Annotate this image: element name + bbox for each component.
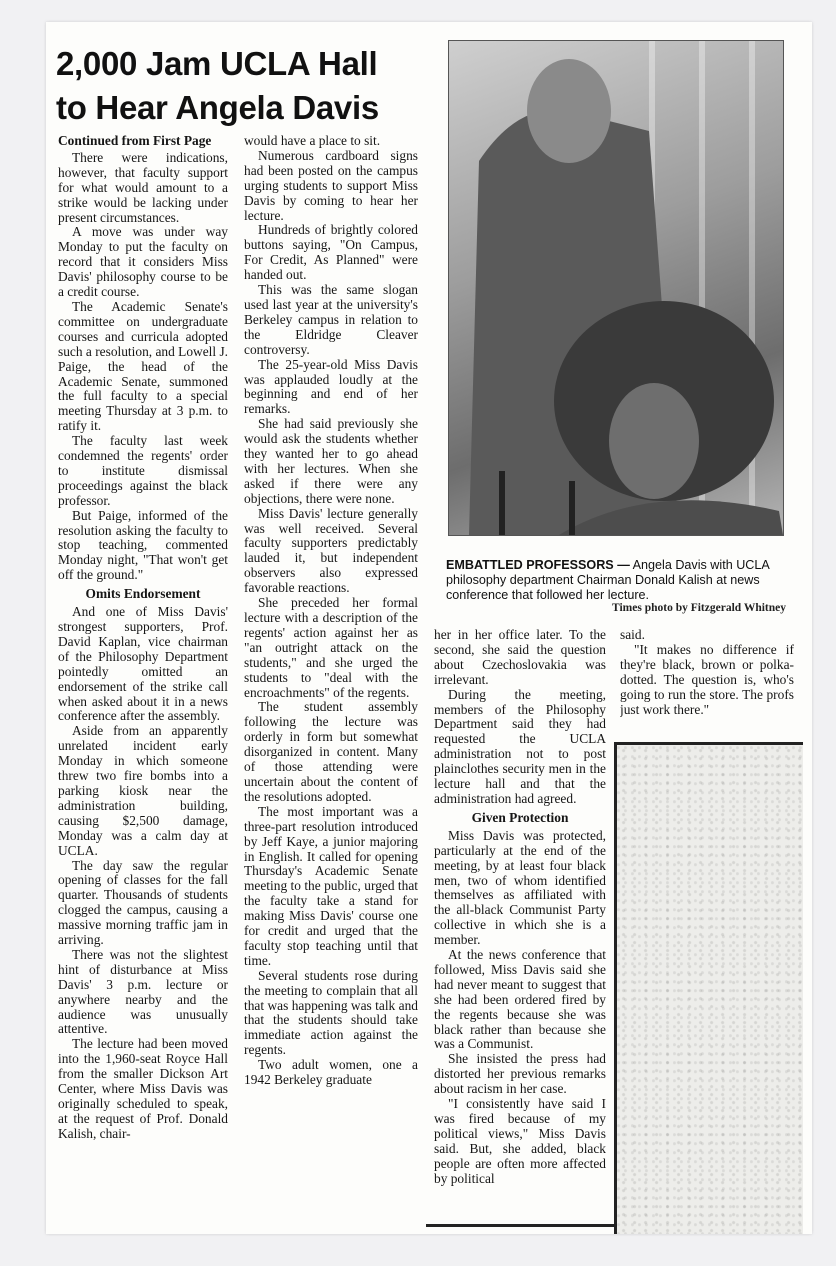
paragraph: Two adult women, one a 1942 Berkeley graduate [244, 1057, 418, 1088]
adjacent-clipping-area [614, 742, 803, 1234]
headline [56, 42, 436, 130]
article-column-3 [434, 628, 606, 1234]
paragraph: A move was under way Monday to put the faculty on record that it considers Miss Davis' philosophy course to be a credit course. [58, 224, 228, 300]
paragraph: said. [620, 628, 645, 642]
microphone-stand [569, 481, 575, 535]
paragraph: The lecture had been moved into the 1,960-seat Royce Hall from the smaller Dickson Art Center, where Miss Davis was originally scheduled to speak, at the request of Prof. Donald Kalish, chair- [58, 1036, 228, 1141]
continued-note: Continued from First Page [58, 134, 212, 148]
paragraph: The Academic Senate's committee on undergraduate courses and curricula adopted such a resolution, and Lowell J. Paige, the head of the Academic Senate, summoned the full faculty to a special meeting Thursday at 3 p.m. to ratify it. [58, 298, 228, 434]
paragraph: At the news conference that followed, Miss Davis said she had never meant to suggest that she had been ordered fired by the regents because she was black rather than because she was a Communist. [434, 947, 606, 1052]
paragraph: She preceded her formal lecture with a description of the regents' action against her as "an outright attack on the students," and she urged the students to "deal with the encroachments" of the regents. [244, 595, 418, 700]
article-column-1 [58, 134, 228, 1234]
paragraph: "It makes no difference if they're black, brown or polka-dotted. The question is, who's going to run the store. The profs just work there." [620, 641, 794, 717]
paragraph: She had said previously she would ask the students whether they wanted her to go ahead with her lectures. When she asked if there were any objections, there were none. [244, 416, 418, 506]
headline-line-2: to Hear Angela Davis [56, 89, 379, 126]
paragraph: "I consistently have said I was fired because of my political views," Miss Davis said. But, she added, black people are often more affected by political [434, 1096, 606, 1186]
paragraph: The day saw the regular opening of classes for the fall quarter. Thousands of students clogged the campus, causing a massive morning traffic jam in arriving. [58, 857, 228, 948]
article-column-2 [244, 134, 418, 1234]
subhead-given-protection: Given Protection [471, 809, 569, 825]
caption-text: Angela Davis with UCLA philosophy department Chairman Donald Kalish at news conference that followed her lecture. [446, 558, 770, 602]
paragraph: She insisted the press had distorted her previous remarks about racism in her case. [434, 1051, 606, 1097]
microphone-stand [499, 471, 505, 535]
photo-caption [446, 558, 786, 603]
paragraph: There were indications, however, that faculty support for what would amount to a strike would be lacking under present circumstances. [58, 149, 228, 225]
woman-face [609, 383, 699, 499]
headline-line-1: 2,000 Jam UCLA Hall [56, 45, 378, 82]
paragraph: This was the same slogan used last year at the university's Berkeley campus in relation to the Eldridge Cleaver controversy. [244, 282, 418, 357]
paragraph: The faculty last week condemned the regents' order to institute dismissal proceedings against the black professor. [58, 433, 228, 508]
paragraph: And one of Miss Davis' strongest supporters, Prof. David Kaplan, vice chairman of the Philosophy Department pointedly omitted an endorsement of the strike call when asked about it in a news conference after the assembly. [58, 604, 228, 724]
photo-figures [449, 41, 783, 535]
paragraph: Miss Davis' lecture generally was well received. Several faculty supporters predictably lauded it, but independent observers also expressed favorable reactions. [244, 505, 418, 596]
paragraph: Hundreds of brightly colored buttons saying, "On Campus, For Credit, As Planned" were handed out. [244, 222, 418, 283]
paragraph: Numerous cardboard signs had been posted on the campus urging students to support Miss Davis by coming to hear her lecture. [244, 147, 418, 223]
paragraph: Several students rose during the meeting to complain that all that was happening was talk and that the students should take immediate action against the regents. [244, 967, 418, 1058]
paragraph: would have a place to sit. [244, 134, 381, 148]
article-column-4 [620, 628, 794, 748]
paragraph: The 25-year-old Miss Davis was applauded loudly at the beginning and end of her remarks. [244, 356, 418, 417]
paragraph: The most important was a three-part resolution introduced by Jeff Kaye, a junior majoring in English. It called for opening Thursday's Academic Senate meeting to the public, urged that the faculty take a stand for making Miss Davis' course one for credit and urged that the faculty stop teaching until that time. [244, 803, 418, 968]
paragraph: her in her office later. To the second, she said the question about Czechoslovakia was irrelevant. [434, 628, 606, 687]
column-rule [426, 1224, 616, 1227]
man-head [527, 59, 611, 163]
paragraph: There was not the slightest hint of disturbance at Miss Davis' 3 p.m. lecture or anywhere nearby and the audience was unusually attentive. [58, 946, 228, 1037]
news-photo [448, 40, 784, 536]
paragraph: During the meeting, members of the Philosophy Department said they had requested the UCLA administration not to post plainclothes security men in the lecture hall and that the administration had agreed. [434, 686, 606, 806]
caption-lead: EMBATTLED PROFESSORS — [446, 558, 630, 572]
paragraph: But Paige, informed of the resolution asking the faculty to stop teaching, commented Monday night, "That won't get off the ground." [58, 507, 228, 583]
newspaper-clipping [46, 22, 812, 1234]
paragraph: Miss Davis was protected, particularly at the end of the meeting, by at least four black men, two of whom identified themselves as affiliated with the all-black Communist Party collective in which she is a member. [434, 827, 606, 948]
subhead-omits-endorsement: Omits Endorsement [85, 586, 201, 602]
paragraph: Aside from an apparently unrelated incident early Monday in which someone threw two fire bombs into a parking kiosk near the administration building, causing $2,500 damage, Monday was a calm day at UCLA. [58, 723, 228, 858]
photo-credit: Times photo by Fitzgerald Whitney [612, 602, 786, 614]
paragraph: The student assembly following the lecture was orderly in form but somewhat disorganized in content. Many of those attending were uncertain about the content of the resolutions adopted. [244, 699, 418, 804]
